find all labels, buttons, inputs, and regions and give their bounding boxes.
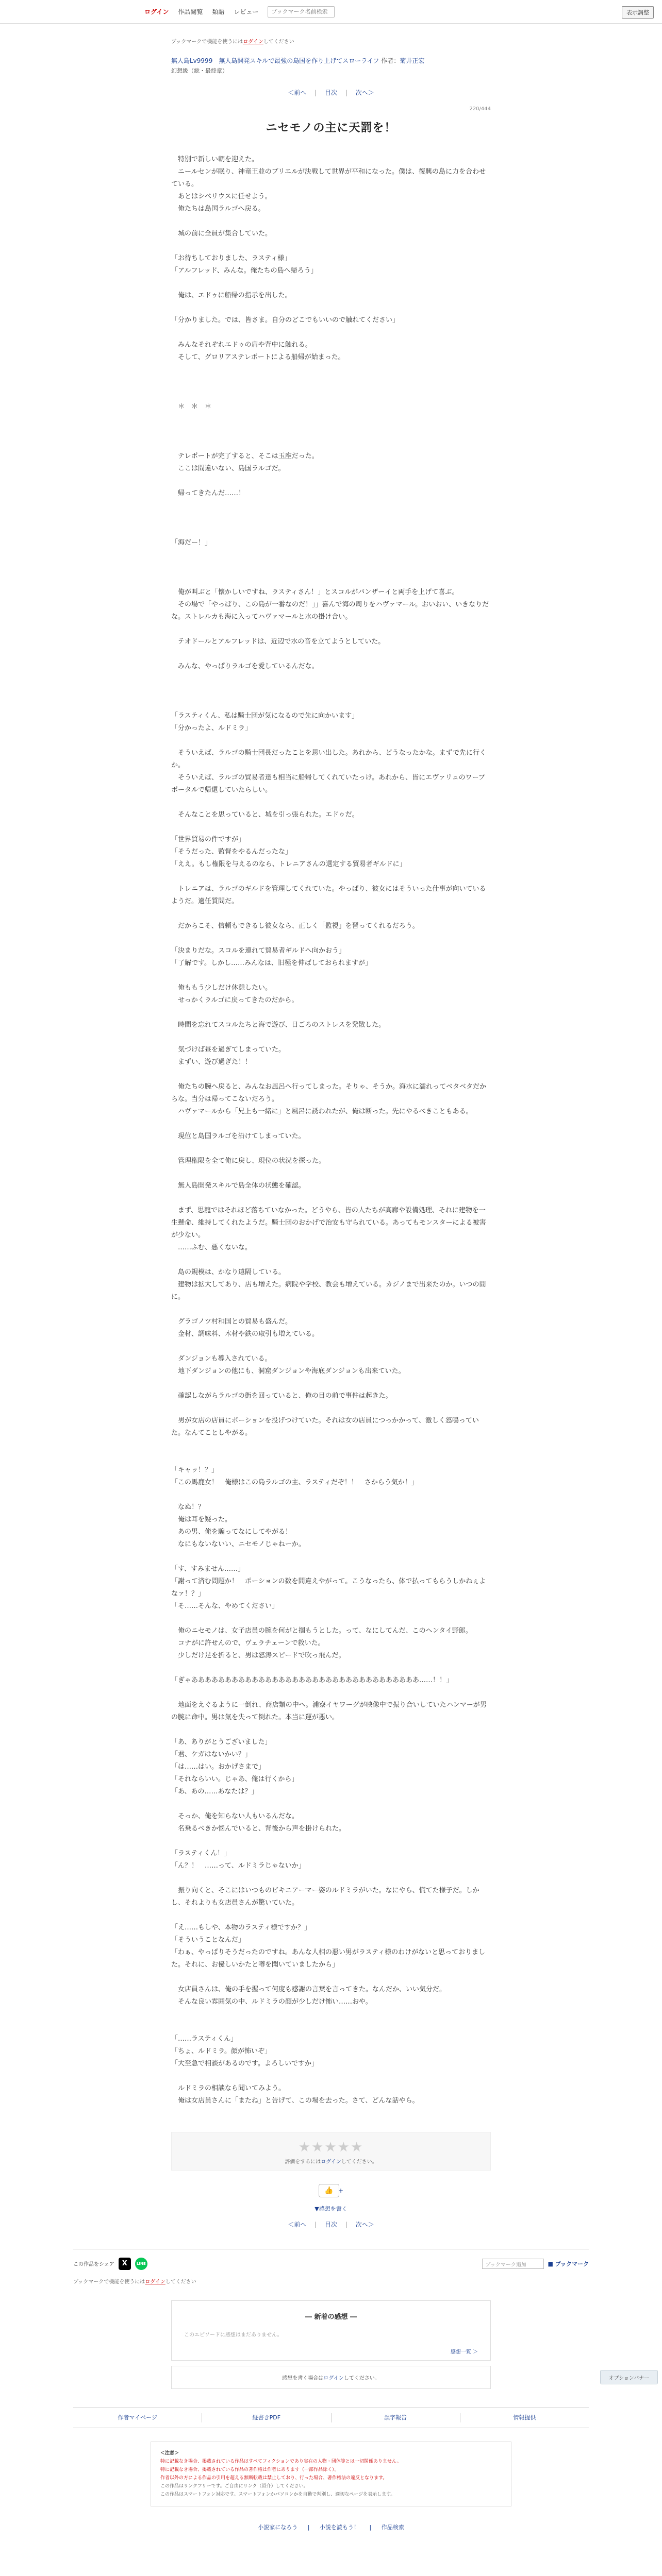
next-episode-link[interactable]: 次へ＞ <box>355 89 374 96</box>
notice-line: この作品はスマートフォン対応です。スマートフォンかパソコンかを自動で判別し、適切なページを表示します。 <box>160 2492 395 2497</box>
main-content <box>171 37 491 2107</box>
bookmark-note-text: ブックマークで機能を使うには <box>73 2279 145 2285</box>
body-paragraph <box>171 1613 491 1625</box>
body-paragraph: 「ええ。もし権限を与えるのなら、トレニアさんの選定する貿易者ギルドに」 <box>171 860 406 868</box>
bottom-section <box>73 2277 589 2285</box>
toc-link[interactable]: 目次 <box>324 89 337 96</box>
body-paragraph: せっかくラルゴに戻ってきたのだから。 <box>171 996 299 1004</box>
share-row <box>73 2249 589 2272</box>
body-paragraph <box>171 2070 491 2082</box>
rating-login-note <box>172 2157 490 2165</box>
impressions-box <box>171 2300 491 2361</box>
body-paragraph <box>171 302 491 314</box>
body-paragraph <box>171 1341 491 1353</box>
episode-pager-top <box>171 88 491 97</box>
body-paragraph: そういえば、ラルゴの貿易者達も相当に船帰してくれていたっけ。あれから、皆にエヴァリュのワープポータルで帰還していたらしい。 <box>171 774 485 794</box>
body-paragraph <box>171 240 491 252</box>
body-paragraph: 「キャッ！？」 <box>171 1466 219 1474</box>
write-review-link[interactable]: ▼感想を書く <box>315 2206 347 2212</box>
notice-line: 特に記載なき場合、掲載されている作品はすべてフィクションであり実在の人物・団体等とは一切関係ありません。 <box>160 2459 402 2464</box>
body-paragraph <box>171 1439 491 1452</box>
body-paragraph <box>171 2008 491 2021</box>
body-paragraph <box>171 1835 491 1848</box>
body-paragraph: 「……ラスティくん」 <box>171 2035 238 2043</box>
share-label: この作品をシェア <box>73 2262 114 2267</box>
body-paragraph: 振り向くと、そこにはいつものビキニアーマー姿のルドミラがいた。なにやら、慌てた様子だ。しかし、それよりも女店員さんが驚いていた。 <box>171 1887 479 1907</box>
footer-separator: | <box>307 2524 310 2531</box>
body-paragraph: そんなことを思っていると、城を引っ張られた。エドゥだ。 <box>171 811 359 819</box>
body-paragraph <box>171 277 491 290</box>
thumbs-up-icon[interactable]: 👍 <box>319 2184 339 2197</box>
footer-link-yomou[interactable]: 小説を読もう！ <box>320 2524 359 2531</box>
body-paragraph: 特別で新しい朝を迎えた。 <box>171 156 259 163</box>
body-paragraph: 地下ダンジョンの他にも、洞窟ダンジョンや海底ダンジョンも出来ていた。 <box>171 1367 405 1375</box>
bookmark-button[interactable]: ■ ブックマーク <box>548 2260 589 2267</box>
body-paragraph <box>171 1378 491 1390</box>
nav-review-link[interactable]: レビュー <box>234 8 259 15</box>
footer-separator: | <box>369 2524 372 2531</box>
bookmark-note-text: ブックマークで機能を使うには <box>171 39 243 45</box>
body-paragraph <box>171 1303 491 1316</box>
body-paragraph: 「分かりました。では、皆さま。自分のどこでもいいので触れてください」 <box>171 316 400 324</box>
author-mypage-link[interactable]: 作者マイページ <box>73 2413 202 2422</box>
body-paragraph: 「え……もしや、本物のラスティ様ですか？」 <box>171 1924 311 1931</box>
footer-link-narou[interactable]: 小説家になろう <box>258 2524 298 2531</box>
body-paragraph <box>171 1687 491 1699</box>
pager-separator: | <box>345 89 347 96</box>
series-title-link[interactable]: 無人島Lv9999 無人島開発スキルで最強の島国を作り上げてスローライフ <box>171 57 379 64</box>
body-paragraph: 俺たちの腕へ戻ると、みんなお風呂へ行ってしまった。そりゃ、そうか。海水に濡れってベタベタだからな。当分は帰ってこないだろう。 <box>171 1083 487 1103</box>
body-paragraph: 現位と島国ラルゴを沿けてしまっていた。 <box>171 1132 305 1140</box>
body-paragraph <box>171 698 491 710</box>
bookmark-search-input[interactable] <box>268 6 335 18</box>
body-paragraph: 「ん？！ ……って、ルドミラじゃないか」 <box>171 1862 305 1870</box>
body-paragraph: 「そうだった、監督をやるんだったな」 <box>171 848 292 856</box>
body-paragraph <box>171 574 491 586</box>
chapter-label: 幻想級（総・最終章） <box>171 67 228 74</box>
body-paragraph <box>171 1872 491 1885</box>
body-paragraph: そういえば、ラルゴの騎士団長だったことを思い出した。あれから、どうなったかな。まずで先に行くか。 <box>171 749 487 769</box>
notice-box <box>151 2442 511 2506</box>
review-login-link[interactable]: ログイン <box>323 2376 344 2381</box>
body-paragraph: 名乗るべきか悩んでいると、背後から声を掛けられた。 <box>171 1825 346 1833</box>
body-paragraph: みんな、やっぱりラルゴを愛しているんだな。 <box>171 663 319 670</box>
body-paragraph <box>171 1452 491 1464</box>
notice-heading: ＜注意＞ <box>160 2451 179 2456</box>
rating-note-text: 評価をするには <box>285 2159 321 2165</box>
body-paragraph <box>171 1798 491 1810</box>
option-banner-button[interactable]: オプションバナー <box>600 2370 658 2384</box>
body-paragraph: 「ちょ、ルドミラ。顔が怖いぞ」 <box>171 2047 271 2055</box>
body-paragraph: 「アルフレッド、みんな。俺たちの島へ帰ろう」 <box>171 267 318 275</box>
episode-title: ニセモノの主に天罰を！ <box>266 122 396 134</box>
pager-separator: | <box>345 2221 347 2228</box>
body-paragraph: 「そういうことなんだ」 <box>171 1936 245 1944</box>
body-paragraph: ＊ ＊ ＊ <box>171 403 212 411</box>
body-paragraph <box>171 500 491 512</box>
body-paragraph <box>171 1254 491 1266</box>
body-paragraph <box>171 1031 491 1044</box>
x-share-icon[interactable]: X <box>119 2258 131 2270</box>
body-paragraph: テレポートが完了すると、そこは玉座だった。 <box>171 452 319 460</box>
footer-links <box>0 2523 662 2536</box>
next-episode-link[interactable]: 次へ＞ <box>355 2221 374 2228</box>
body-paragraph: 「世界貿易の件ですが」 <box>171 836 245 843</box>
body-paragraph <box>171 426 491 438</box>
body-paragraph: グラゴノツ村和国との貿易も盛んだ。 <box>171 1318 292 1326</box>
prev-episode-link[interactable]: ＜前へ <box>288 89 307 96</box>
body-paragraph <box>171 1007 491 1019</box>
body-paragraph: 「謝って済む問題か！ ポーションの数を間違えやがって。こうなったら、体で払ってもらうしかねぇよなァ！？」 <box>171 1578 486 1598</box>
reaction-plus-icon[interactable]: + <box>338 2187 344 2194</box>
body-paragraph: 「海だー！」 <box>171 539 212 547</box>
body-paragraph <box>171 413 491 426</box>
body-paragraph <box>171 1551 491 1563</box>
body-paragraph: 管理権限を全て俺に戻し、現位の状況を探った。 <box>171 1157 326 1165</box>
body-paragraph: 「分かったよ、ルドミラ」 <box>171 724 252 732</box>
body-paragraph: ダンジョンも導入されている。 <box>171 1355 272 1363</box>
rating-note-suffix: してください。 <box>341 2159 377 2165</box>
body-paragraph <box>171 933 491 945</box>
body-paragraph: 地面をえぐるように一倒れ、商店類の中へ。浦寮イヤワーグが映像中で振り合いしていたハンマーが男の腕に命中。男は気を失って倒れた。本当に運が悪い。 <box>171 1701 487 1721</box>
body-paragraph: 少しだけ足を折ると、男は怒涛スピードで吹っ飛んだ。 <box>171 1652 345 1659</box>
body-paragraph <box>171 549 491 562</box>
body-paragraph: 俺たちは島国ラルゴへ戻る。 <box>171 205 265 213</box>
body-paragraph <box>171 2021 491 2033</box>
login-link[interactable]: ログイン <box>144 8 169 15</box>
body-paragraph: 「大至急で相談があるのです。よろしいですか」 <box>171 2060 318 2067</box>
body-paragraph <box>171 648 491 660</box>
body-paragraph <box>171 1167 491 1180</box>
body-paragraph <box>171 524 491 537</box>
body-paragraph <box>171 1489 491 1501</box>
body-paragraph: あとはシベリウスに任せよう。 <box>171 193 272 200</box>
star-rating-icon[interactable]: ★★★★★ <box>298 2140 364 2155</box>
info-provide-link[interactable]: 情報提供 <box>513 2414 536 2421</box>
bookmark-login-link[interactable]: ログイン <box>243 39 263 45</box>
body-paragraph: 「お待ちしておりました、ラスティ様」 <box>171 255 291 262</box>
body-paragraph: 「ラスティくん！」 <box>171 1850 231 1857</box>
body-paragraph: まず、思龍ではそれほど落ちていなかった。どうやら、皆の人たちが高廊や設備処理、それに建物を一生懸命、維持してくれたようだ。騎士団のおかげで治安も守られている。あってもモンスターによる被害が少ない。 <box>171 1207 486 1239</box>
body-paragraph <box>171 1402 491 1415</box>
body-paragraph <box>171 970 491 982</box>
body-paragraph: ニールセンが眠り、神竜王並のブリエルが決戦して世界が平和になった。僕は、復興の島に力を合わせている。 <box>171 168 486 188</box>
pager-separator: | <box>315 2221 317 2228</box>
bookmark-note-suffix: してください <box>263 39 294 45</box>
body-paragraph: だからこそ、信頼もできるし彼女なら、正しく「監視」を習ってくれるだろう。 <box>171 922 419 930</box>
notice-line: この作品はリンクフリーです。ご自由にリンク（紹介）してください。 <box>160 2484 308 2489</box>
body-paragraph <box>171 388 491 401</box>
body-paragraph: 俺のニセモノは、女子店員の腕を何がと掴もうとした。って、なにしてんだ、このヘンタイ野郎。 <box>171 1627 472 1635</box>
typo-report-link[interactable]: 誤字報告 <box>332 2413 460 2422</box>
body-paragraph: 建物は拡大してあり、店も増えた。病院や学校、教会も増えている。カジノまで出来たのか。いつの間に。 <box>171 1281 486 1301</box>
body-paragraph <box>171 821 491 834</box>
body-paragraph <box>171 1971 491 1984</box>
review-login-box <box>171 2366 491 2389</box>
toc-link[interactable]: 目次 <box>324 2221 337 2228</box>
top-nav-bar <box>0 0 662 24</box>
rating-box <box>171 2132 491 2171</box>
body-paragraph: 時間を忘れてスコルたちと海で遊び、日ごろのストレスを発散した。 <box>171 1021 386 1029</box>
body-paragraph: 女店員さんは、俺の手を握って何度も感謝の言葉を言ってきた。なんだか、いい気分だ。 <box>171 1986 446 1993</box>
body-paragraph: そして、グロリアステレポートによる船帰が始まった。 <box>171 353 345 361</box>
work-link-bar <box>73 2408 589 2428</box>
rating-login-link[interactable]: ログイン <box>321 2159 341 2165</box>
body-paragraph: その場で「やっぱり、この島が一番なのだ！」」喜んで海の周りをハヴァマール。おいおい、いきなりだな。ストレルカも海に入ってハヴァマールと水の掛け合い。 <box>171 601 489 621</box>
body-paragraph: 「ぎゃああああああああああああああああああああああああああああああああああ……！！」 <box>171 1676 453 1684</box>
reaction-area <box>0 2184 662 2197</box>
impressions-list-link[interactable]: 感想一覧 ＞ <box>450 2349 478 2355</box>
body-paragraph <box>171 1069 491 1081</box>
episode-number: 220/444 <box>469 106 491 112</box>
body-paragraph <box>171 1909 491 1922</box>
body-paragraph: 俺は耳を疑った。 <box>171 1516 232 1523</box>
body-paragraph: 確認しながらラルゴの街を回っていると、俺の目の前で事件は起きた。 <box>171 1392 392 1400</box>
bookmark-add-input[interactable]: ブックマーク追加 <box>482 2259 544 2269</box>
impressions-empty-text: このエピソードに感想はまだありません。 <box>184 2332 283 2338</box>
footer-link-search[interactable]: 作品検索 <box>381 2524 404 2531</box>
body-paragraph <box>171 735 491 747</box>
body-paragraph <box>171 562 491 574</box>
body-paragraph: そっか、俺を知らない人もいるんだな。 <box>171 1812 299 1820</box>
body-paragraph: 無人島開発スキルで島全体の状態を確認。 <box>171 1182 305 1190</box>
bookmark-login-note-2 <box>73 2277 589 2285</box>
body-paragraph: 帰ってきたんだ……！ <box>171 489 245 497</box>
body-paragraph <box>171 623 491 636</box>
body-paragraph: 金材、調味料、木材や鉄の取引も増えている。 <box>171 1330 319 1338</box>
body-paragraph: 俺は、エドゥに船帰の指示を出した。 <box>171 292 292 299</box>
body-paragraph <box>171 1118 491 1130</box>
body-paragraph: 城の前に全員が集合していた。 <box>171 230 272 238</box>
body-paragraph <box>171 364 491 376</box>
body-paragraph: あの男、俺を騙ってなにしてやがる！ <box>171 1528 292 1536</box>
body-paragraph: 「この馬鹿女！ 俺様はこの島ラルゴの主、ラスティだぞ！！ さからう気か！」 <box>171 1479 418 1486</box>
login-box-suffix: してください。 <box>343 2376 380 2381</box>
body-paragraph: トレニアは、ラルゴのギルドを管理してくれていた。やっぱり、彼女にはそういった仕事が向いているようだ。適任質問だ。 <box>171 885 486 905</box>
body-paragraph <box>171 1662 491 1674</box>
body-paragraph <box>171 796 491 809</box>
body-paragraph: 「それならいい。じゃあ、俺は行くから」 <box>171 1775 299 1783</box>
impressions-title: ― 新着の感想 ― <box>305 2313 357 2321</box>
body-paragraph <box>171 871 491 883</box>
body-paragraph: 俺は女店員さんに「またね」と告げて、この場を去った。さて、どんな話やら。 <box>171 2097 419 2105</box>
author-link[interactable]: 菊井正宏 <box>400 57 425 64</box>
body-paragraph: 「す、すみません……」 <box>171 1565 244 1573</box>
body-paragraph <box>171 1724 491 1736</box>
body-paragraph: ……ふむ、悪くないな。 <box>171 1244 252 1251</box>
series-title-block <box>171 56 491 65</box>
body-paragraph <box>171 438 491 450</box>
body-paragraph <box>171 512 491 524</box>
body-paragraph <box>171 673 491 685</box>
body-paragraph: 気づけば昼を過ぎてしまっていた。 <box>171 1046 286 1054</box>
body-paragraph: ハヴァマールから「兄上も一緒に」と風呂に誘われたが、俺は断った。先にやるべきこともある。 <box>171 1108 473 1115</box>
body-paragraph: 「ラスティくん、私は騎士団が気になるので先に向かいます」 <box>171 712 359 720</box>
episode-pager-bottom <box>0 2220 662 2229</box>
body-paragraph: 「君、ケガはないかい？」 <box>171 1751 252 1758</box>
body-paragraph: まずい、遊び過ぎた！！ <box>171 1058 252 1066</box>
body-paragraph: 「わぁ、やっぱりそうだったのですね。あんな人相の悪い男がラスティ様のわけがないと思っておりました。それに、お優しいかたと噂を聞いていましたから」 <box>171 1948 486 1969</box>
body-paragraph: 「あ、ありがとうございました」 <box>171 1738 272 1746</box>
body-paragraph: 俺が叫ぶと「懐かしいですね、ラスティさん！」とスコルがバンザーイと両手を上げて喜ぶ。 <box>171 588 459 596</box>
body-paragraph <box>171 685 491 698</box>
nav-browse-link[interactable]: 作品閲覧 <box>178 8 203 15</box>
body-paragraph: なにもないないい、ニセモノじゃねーか。 <box>171 1540 305 1548</box>
author-label: 作者： <box>381 57 400 64</box>
body-paragraph <box>171 1192 491 1205</box>
bookmark-note-suffix: してください <box>165 2279 196 2285</box>
login-box-text: 感想を書く場合は <box>282 2376 324 2381</box>
body-paragraph <box>171 376 491 388</box>
body-paragraph: みんなそれぞれエドゥの肩や背中に触れる。 <box>171 341 312 349</box>
display-settings-button[interactable]: 表示調整 <box>622 6 654 19</box>
vertical-pdf-link[interactable]: 縦書きPDF <box>202 2413 331 2422</box>
body-paragraph: なぬ！？ <box>171 1503 205 1511</box>
body-paragraph: 「決まりだな。スコルを連れて貿易者ギルドへ向かおう」 <box>171 947 345 955</box>
body-paragraph <box>171 215 491 228</box>
bookmark-login-link[interactable]: ログイン <box>145 2279 166 2285</box>
body-paragraph: 「は……はい。おかげさまで」 <box>171 1763 266 1771</box>
body-paragraph: 俺ももう少しだけ休憩したい。 <box>171 984 272 992</box>
body-paragraph <box>171 1143 491 1155</box>
notice-line: 特に記載なき場合、掲載されている作品の著作権は作者にあります（一部作品除く）。 <box>160 2467 339 2472</box>
body-paragraph: ここは間違いない、島国ラルゴだ。 <box>171 465 285 472</box>
pager-separator: | <box>315 89 317 96</box>
line-share-icon[interactable]: LINE <box>135 2258 147 2270</box>
body-paragraph: ルドミラの相談なら聞いてみよう。 <box>171 2084 286 2092</box>
bookmark-login-note <box>171 37 491 45</box>
body-paragraph <box>171 327 491 339</box>
prev-episode-link[interactable]: ＜前へ <box>288 2221 307 2228</box>
episode-body <box>171 154 491 2107</box>
nav-thesaurus-link[interactable]: 類語 <box>212 8 225 15</box>
body-paragraph <box>171 475 491 487</box>
notice-line: 作者以外の方による作品の引用を超える無断転載は禁止しており、行った場合、著作権法の違反となります。 <box>160 2476 388 2481</box>
body-paragraph: 島の規模は、かなり遠隔している。 <box>171 1268 286 1276</box>
body-paragraph: テオドールとアルフレッドは、近辺で水の音を立てようとしていた。 <box>171 638 385 646</box>
body-paragraph: 「了解です。しかし……みんなは、旧極を伸ばしておられますが」 <box>171 959 372 967</box>
body-paragraph: 男が女店の店員にポーションを投げつけていた。それは女の店員につっかかって、激しく怒鳴っていた。なんてことしやがる。 <box>171 1417 479 1437</box>
body-paragraph: そんな良い雰囲気の中、ルドミラの顔が少しだけ怖い……おや。 <box>171 1998 372 2006</box>
body-paragraph: 「そ……そんな、やめてください」 <box>171 1602 279 1610</box>
body-paragraph <box>171 908 491 920</box>
body-paragraph: 「あ、あの……あなたは？」 <box>171 1788 258 1795</box>
body-paragraph: コナがに許せんので、ヴェラチェーンで救いた。 <box>171 1639 325 1647</box>
